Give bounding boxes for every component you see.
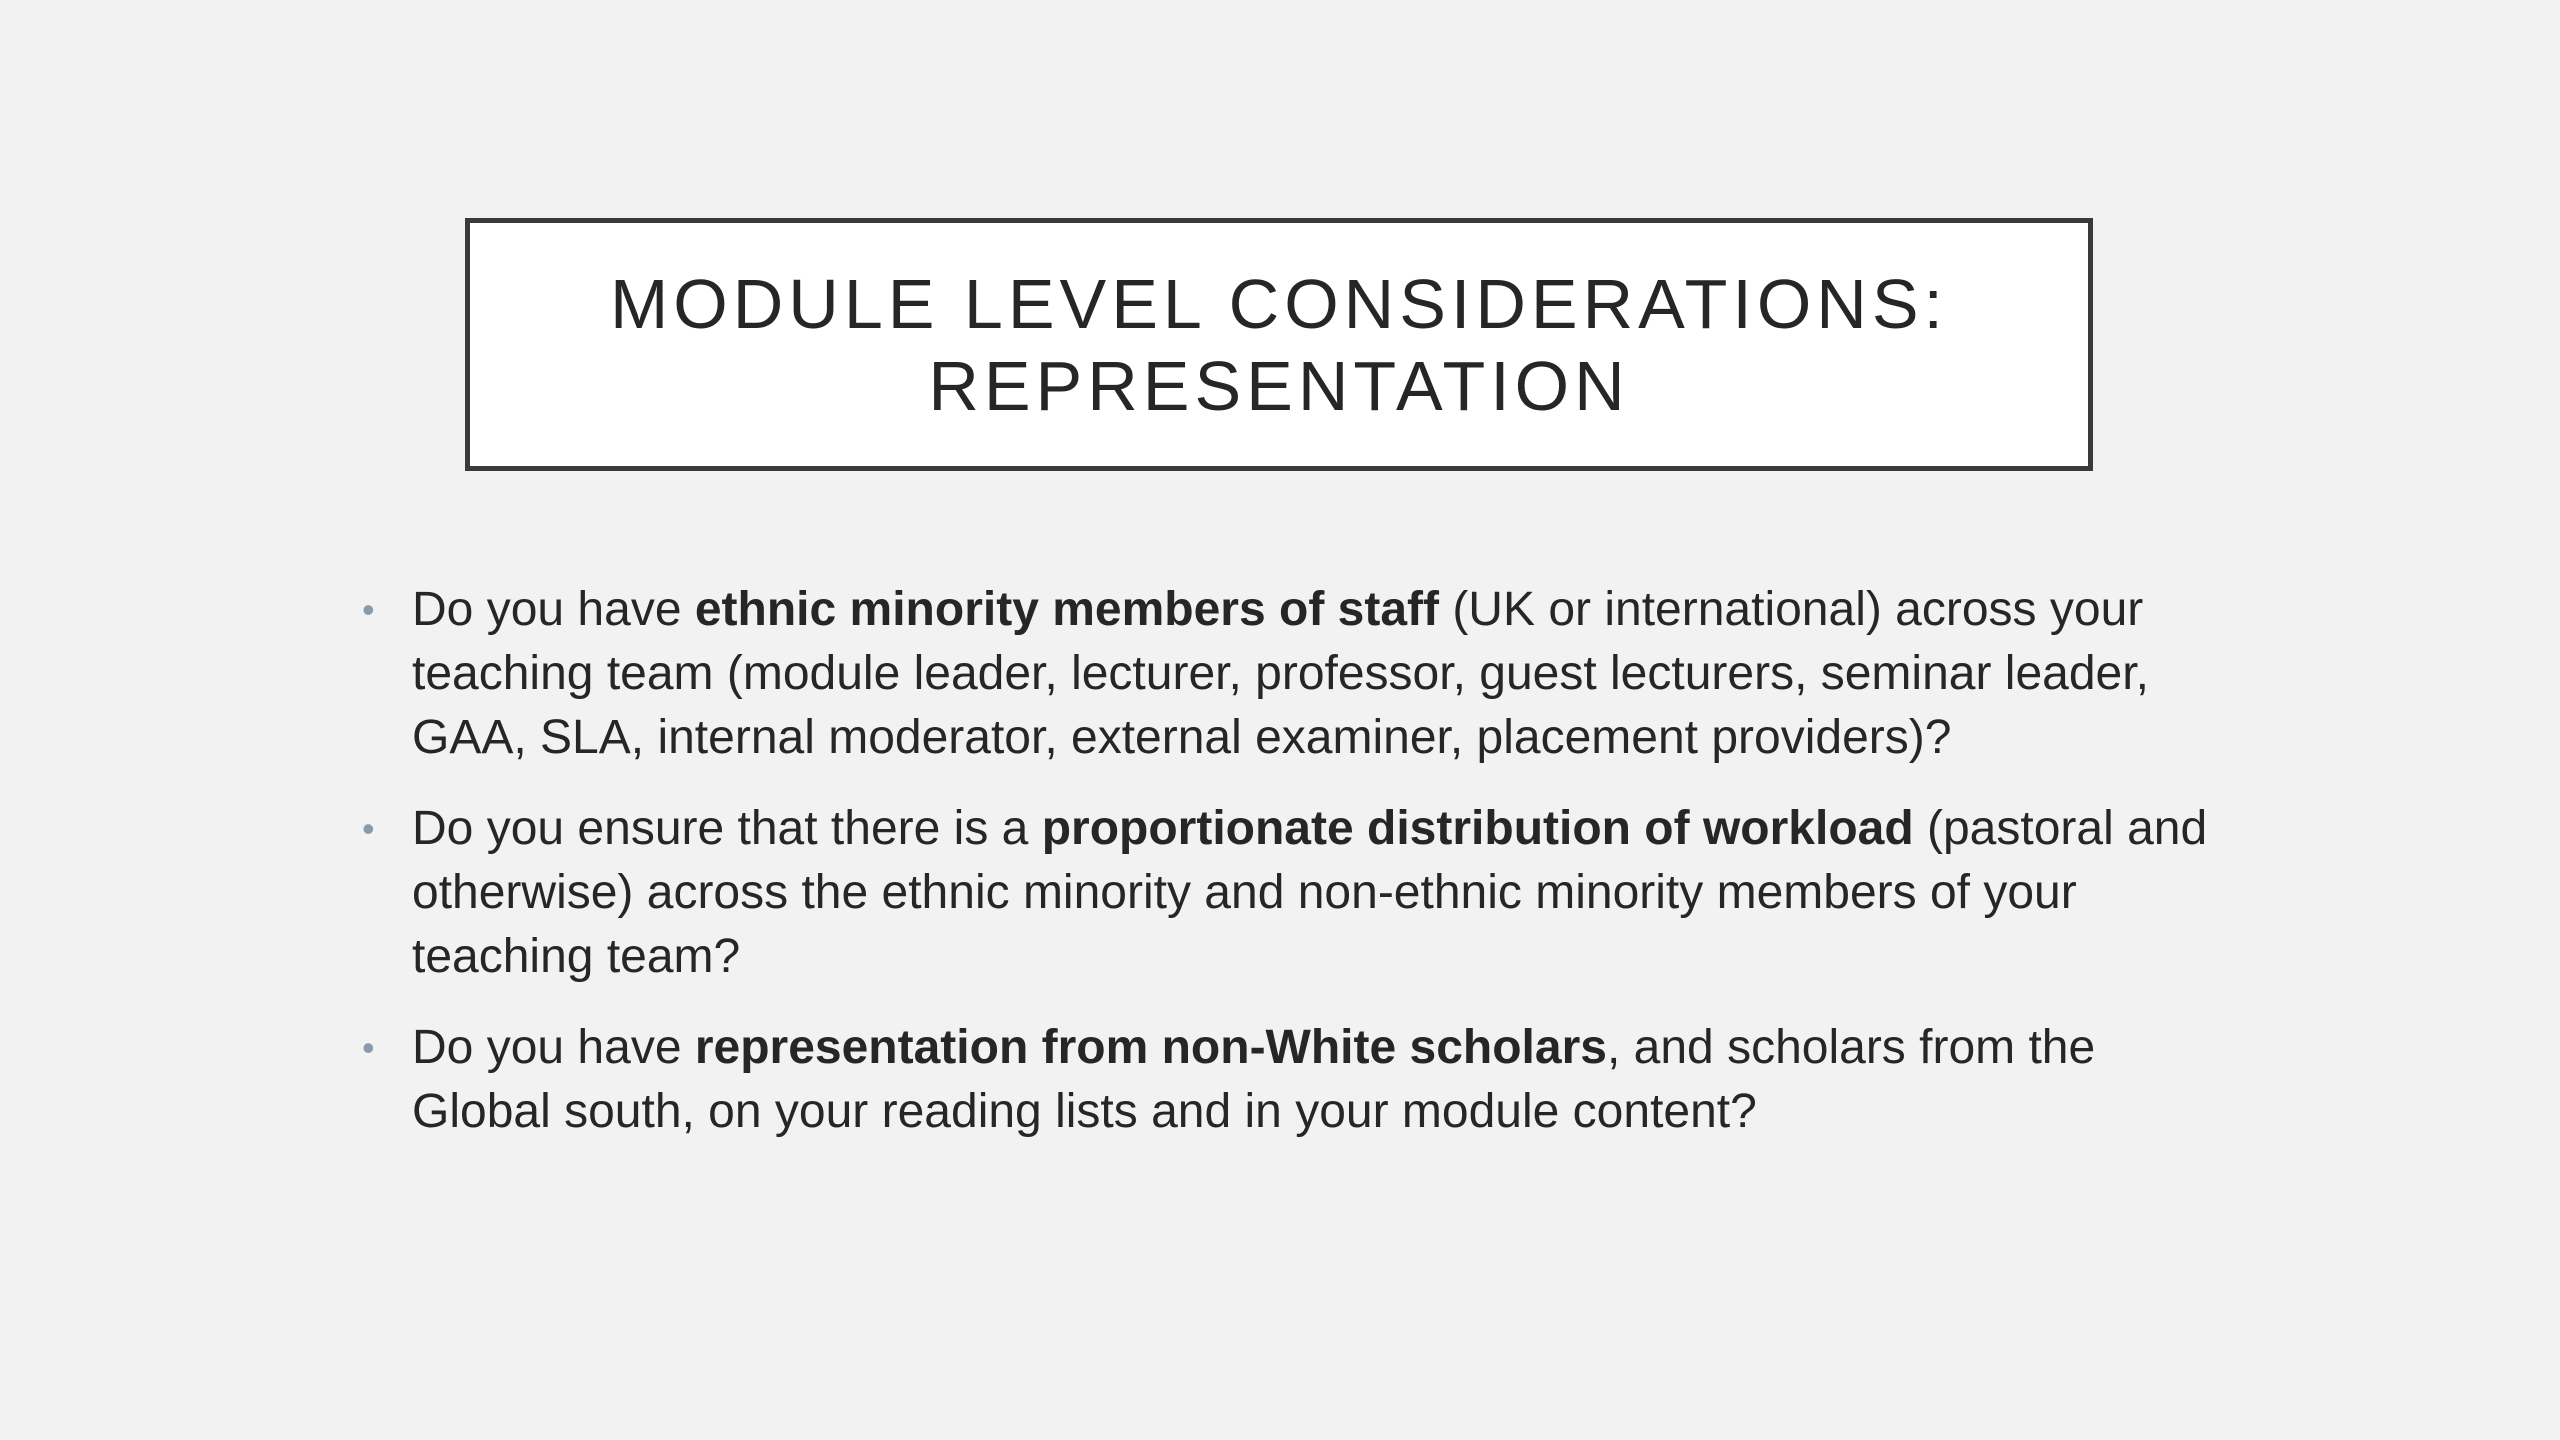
bullet-text-bold: proportionate distribution of workload: [1041, 802, 1914, 855]
bullet-text-bold: ethnic minority members of staff: [694, 583, 1439, 636]
bullet-icon: •: [362, 1027, 375, 1068]
title-box: [465, 218, 2093, 471]
bullet-text-post: , and scholars from the Global south, on your reading lists and in your module content?: [412, 1021, 2096, 1138]
bullet-text-post: (pastoral and otherwise) across the ethnic minority and non-ethnic minority members of your teaching team?: [412, 802, 2208, 983]
bullet-text: [412, 583, 2149, 764]
bullet-list: [362, 578, 2212, 1171]
bullet-text-pre: Do you have: [412, 583, 695, 636]
bullet-text: [412, 802, 2207, 983]
bullet-text-pre: Do you ensure that there is a: [412, 802, 1042, 855]
slide-title-line-2: REPRESENTATION: [928, 346, 1630, 425]
bullet-text-pre: Do you have: [412, 1021, 695, 1074]
bullet-text-post: (UK or international) across your teaching team (module leader, lecturer, professor, guest lecturers, seminar leader, GAA, SLA, internal moderator, external examiner, placement providers)?: [412, 583, 2149, 764]
bullet-item-scholars: [362, 1016, 2212, 1144]
bullet-icon: •: [362, 589, 375, 630]
bullet-text-bold: representation from non-White scholars: [694, 1021, 1607, 1074]
bullet-icon: •: [362, 808, 375, 849]
bullet-item-workload: [362, 797, 2212, 989]
bullet-text: [412, 1021, 2095, 1138]
bullet-item-staff: [362, 578, 2212, 770]
slide-title-line-1: MODULE LEVEL CONSIDERATIONS:: [609, 264, 1949, 343]
